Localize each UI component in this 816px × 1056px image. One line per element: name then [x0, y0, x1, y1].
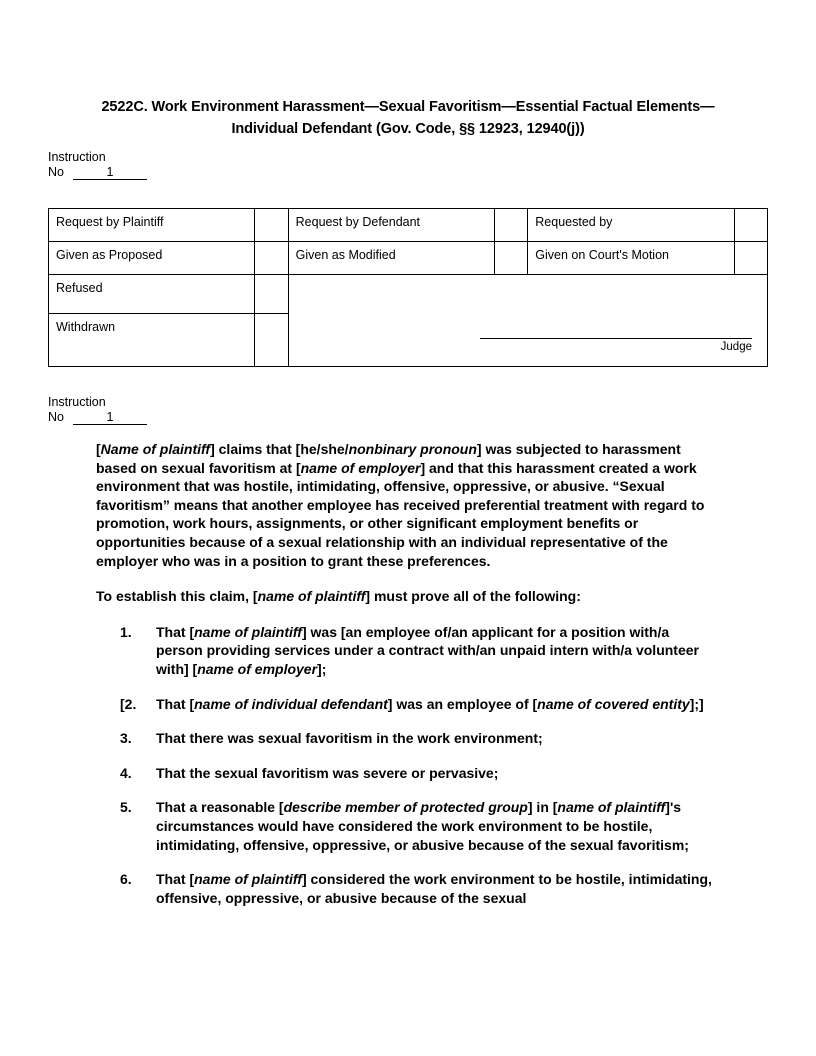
- instruction-number-field[interactable]: 1: [73, 165, 147, 180]
- table-row: [49, 209, 768, 242]
- checkbox-given-as-modified[interactable]: [495, 242, 528, 275]
- cell-given-on-courts-motion: Given on Court's Motion: [528, 242, 734, 275]
- essential-elements-list: [96, 623, 716, 908]
- page-title: [84, 96, 732, 140]
- list-item: [96, 798, 716, 854]
- list-item: [96, 623, 716, 679]
- instruction-number-field[interactable]: 1: [73, 410, 147, 425]
- instruction-no-label: No: [48, 410, 64, 424]
- checkbox-given-on-courts-motion[interactable]: [734, 242, 767, 275]
- checkbox-given-as-proposed[interactable]: [255, 242, 288, 275]
- instruction-body: [96, 440, 716, 907]
- table-row: [49, 242, 768, 275]
- checkbox-request-by-plaintiff[interactable]: [255, 209, 288, 242]
- list-item-number: 4.: [120, 764, 132, 781]
- instruction-number-row: [48, 165, 147, 180]
- title-line-2: Elements—Individual Defendant (Gov. Code, §§ 12923, 12940(j)): [231, 99, 715, 137]
- cell-withdrawn: Withdrawn: [49, 314, 255, 367]
- list-item-text: That [name of plaintiff] considered the work environment to be hostile, intimidating, offensive, oppressive, or abusive because of the sexual: [156, 871, 712, 906]
- cell-request-by-plaintiff: Request by Plaintiff: [49, 209, 255, 242]
- cell-refused: Refused: [49, 275, 255, 314]
- table-row: [49, 275, 768, 314]
- instruction-number-block-top: [48, 150, 147, 180]
- cell-request-by-defendant: Request by Defendant: [288, 209, 494, 242]
- cell-requested-by: Requested by: [528, 209, 734, 242]
- list-item-number: 6.: [120, 871, 132, 888]
- list-item-text: That [name of individual defendant] was an employee of [name of covered entity];]: [156, 695, 704, 712]
- list-item: [96, 695, 716, 714]
- checkbox-requested-by[interactable]: [734, 209, 767, 242]
- title-line-1: 2522C. Work Environment Harassment—Sexual Favoritism—Essential Factual: [101, 99, 633, 115]
- list-item-number: 1.: [120, 623, 132, 640]
- judge-signature-cell: [288, 275, 767, 367]
- instruction-label: Instruction: [48, 150, 106, 164]
- list-item-number: 3.: [120, 730, 132, 747]
- instruction-number-block-body: [48, 395, 147, 425]
- request-disposition-table: [48, 208, 768, 367]
- checkbox-refused[interactable]: [255, 275, 288, 314]
- instruction-number-row: [48, 410, 147, 425]
- cell-given-as-modified: Given as Modified: [288, 242, 494, 275]
- checkbox-request-by-defendant[interactable]: [495, 209, 528, 242]
- cell-given-as-proposed: Given as Proposed: [49, 242, 255, 275]
- judge-signature-caption: Judge: [720, 341, 752, 353]
- list-item-text: That there was sexual favoritism in the work environment;: [156, 730, 543, 747]
- list-item: [96, 729, 716, 748]
- list-item-number: [2.: [120, 695, 137, 712]
- list-item: [96, 764, 716, 783]
- checkbox-withdrawn[interactable]: [255, 314, 288, 367]
- judge-signature-area: [296, 281, 760, 360]
- list-item-text: That [name of plaintiff] was [an employee of/an applicant for a position with/a person providing services under a contract with/an unpaid intern with/a volunteer with] [name of employer];: [156, 623, 699, 677]
- instruction-label: Instruction: [48, 395, 106, 409]
- list-item-text: That the sexual favoritism was severe or pervasive;: [156, 764, 499, 781]
- paragraph-definition: [Name of plaintiff] claims that [he/she/nonbinary pronoun] was subjected to harassment based on sexual favoritism at [name of employer] and that this harassment created a work environment that was hostile, intimidating, offensive, oppressive, or abusive. “Sexual favoritism” means that another employee has received preferential treatment with regard to promotion, work hours, assignments, or other significant employment benefits or opportunities because of a sexual relationship with an individual representative of the employer who was in a position to grant these preferences.: [96, 441, 705, 569]
- list-item-number: 5.: [120, 799, 132, 816]
- instruction-no-label: No: [48, 165, 64, 179]
- judge-signature-line-group: [480, 338, 752, 354]
- list-item-text: That a reasonable [describe member of protected group] in [name of plaintiff]'s circumstances would have considered the work environment to be hostile, intimidating, offensive, oppressive, or abusive because of the sexual favoritism;: [156, 799, 689, 853]
- paragraph-establish-claim: To establish this claim, [name of plaintiff] must prove all of the following:: [96, 588, 581, 605]
- list-item: [96, 870, 716, 907]
